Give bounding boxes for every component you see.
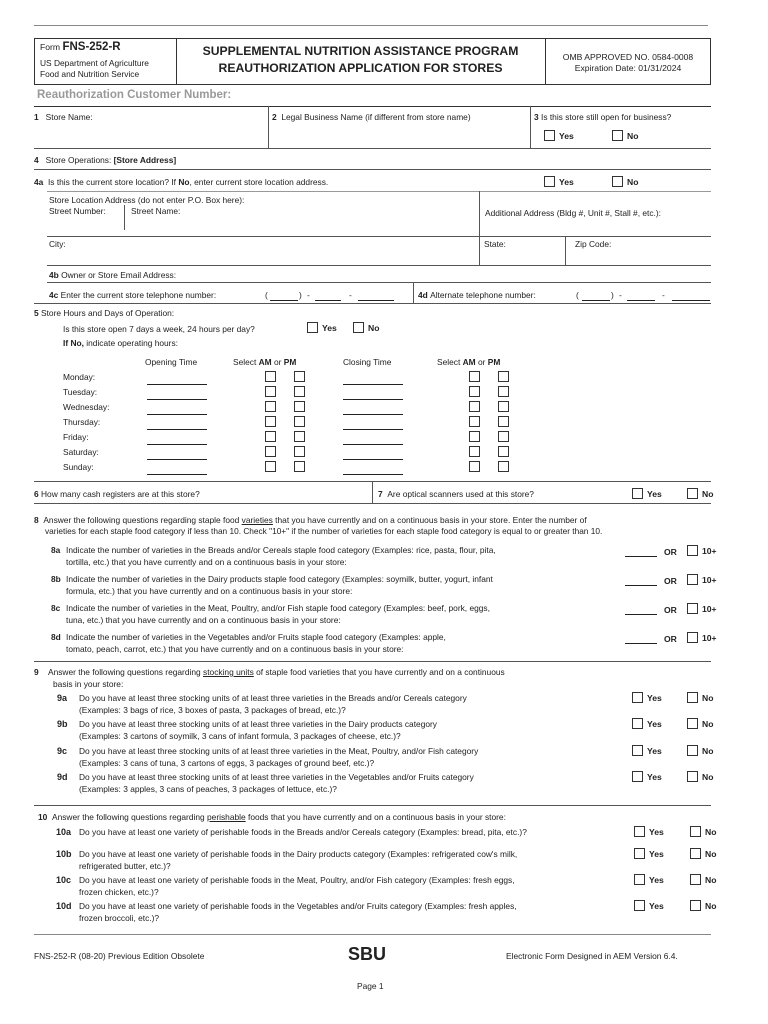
paren-close: ) [299, 290, 302, 300]
q8-item-number: 8a [51, 545, 61, 555]
pm-checkbox[interactable] [498, 461, 509, 472]
q8-item-text-2: tuna, etc.) that you have currently and on a continuous basis in your store: [66, 615, 341, 625]
day-label: Saturday: [63, 447, 99, 457]
paren-open: ( [576, 290, 579, 300]
select-am-pm-header-1: Select AM or PM [233, 357, 297, 367]
am-checkbox[interactable] [469, 386, 480, 397]
street-number-label: Street Number: [49, 206, 106, 216]
form-title-line-1: SUPPLEMENTAL NUTRITION ASSISTANCE PROGRAM [202, 44, 519, 58]
am-checkbox[interactable] [469, 446, 480, 457]
q10-item-number: 10d [56, 901, 72, 911]
q4c-label: 4c Enter the current store telephone number: [49, 290, 217, 300]
closing-time-input[interactable] [343, 474, 403, 475]
checkbox[interactable] [687, 745, 698, 756]
customer-number-label: Reauthorization Customer Number: [37, 89, 232, 101]
q10-intro: 10 Answer the following questions regarding perishable foods that you have currently and on a continuous basis in your store: [38, 812, 506, 822]
am-checkbox[interactable] [265, 371, 276, 382]
q9-item-text: Do you have at least three stocking units of at least three varieties in the Meat, Poultry, and/or Fish category [79, 746, 479, 756]
q10-no-label: No [705, 874, 717, 885]
q9-item-text: Do you have at least three stocking units of at least three varieties in the Vegetables and/or Fruits category [79, 772, 474, 782]
checkbox[interactable] [632, 745, 643, 756]
day-label: Tuesday: [63, 387, 98, 397]
street-name-label: Street Name: [131, 206, 181, 216]
q4a-label: 4a Is this the current store location? If No, enter current store location address. [34, 177, 329, 187]
q5-no[interactable]: No [353, 322, 379, 333]
pm-checkbox[interactable] [294, 371, 305, 382]
q8-intro-line-2: varieties for each staple food category if less than 10. Check "10+" if the number of varieties for each staple food category is equal to or greater than 10. [45, 526, 603, 536]
omb-number: OMB APPROVED NO. 0584-0008 [562, 52, 694, 62]
opening-time-header: Opening Time [145, 357, 198, 367]
checkbox[interactable] [632, 488, 643, 499]
checkbox[interactable] [687, 488, 698, 499]
store-phone-input[interactable] [265, 287, 395, 302]
q9-no-label: No [702, 718, 714, 729]
checkbox[interactable] [632, 718, 643, 729]
q10-yes[interactable] [634, 826, 664, 837]
city-label: City: [49, 239, 66, 249]
pm-checkbox[interactable] [498, 386, 509, 397]
q10-no-label: No [705, 900, 717, 911]
form-title-line-2: REAUTHORIZATION APPLICATION FOR STORES [218, 61, 503, 75]
or-label: OR [664, 576, 677, 586]
ten-plus-label: 10+ [702, 603, 717, 614]
pm-checkbox[interactable] [294, 386, 305, 397]
q10-no[interactable] [690, 900, 716, 911]
select-am-pm-header-2: Select AM or PM [437, 357, 501, 367]
q10-yes-label: Yes [649, 874, 664, 885]
checkbox[interactable] [307, 322, 318, 333]
q9-no[interactable] [687, 745, 713, 756]
variety-count-input[interactable] [625, 585, 657, 586]
q8-item-number: 8d [51, 632, 61, 642]
closing-time-input[interactable] [343, 384, 403, 385]
address-hint: Store Location Address (do not enter P.O. Box here): [49, 195, 245, 205]
pm-checkbox[interactable] [294, 446, 305, 457]
pm-checkbox[interactable] [294, 431, 305, 442]
dash: - [619, 290, 622, 300]
q9-yes[interactable] [632, 771, 662, 782]
q5-label: 5 Store Hours and Days of Operation: [34, 308, 175, 318]
q10-no-label: No [705, 826, 717, 837]
q10-no-label: No [705, 848, 717, 859]
opening-time-input[interactable] [147, 429, 207, 430]
checkbox[interactable] [690, 900, 701, 911]
q1-label: 1 Store Name: [34, 112, 93, 122]
am-checkbox[interactable] [469, 431, 480, 442]
q9-item-text-2: (Examples: 3 cans of tuna, 3 cartons of eggs, 3 packages of ground beef, etc.)? [79, 758, 375, 768]
am-checkbox[interactable] [469, 461, 480, 472]
q9-yes[interactable] [632, 745, 662, 756]
q9-item-text-2: (Examples: 3 cartons of soymilk, 3 cans of infant formula, 3 packages of cheese, etc.)? [79, 731, 401, 741]
pm-checkbox[interactable] [498, 401, 509, 412]
checkbox[interactable] [687, 632, 698, 643]
q10-no[interactable] [690, 874, 716, 885]
q9-yes-label: Yes [647, 718, 662, 729]
q8-item-text: Indicate the number of varieties in the Dairy products staple food category (Examples: soymilk, butter, yogurt, infant [66, 574, 493, 584]
alternate-phone-input[interactable] [576, 287, 710, 302]
pm-checkbox[interactable] [294, 461, 305, 472]
q6-label: 6 How many cash registers are at this store? [34, 489, 200, 499]
q8-item-text-2: formula, etc.) that you have currently and on a continuous basis in your store: [66, 586, 353, 596]
q10-item-text: Do you have at least one variety of perishable foods in the Meat, Poultry, and/or Fish category (Examples: fresh eggs, [79, 875, 515, 885]
q9-item-text-2: (Examples: 3 apples, 3 cans of peaches, 3 packages of lettuce, etc.)? [79, 784, 337, 794]
q9-item-number: 9b [57, 719, 68, 729]
checkbox[interactable] [632, 692, 643, 703]
q8-item-text: Indicate the number of varieties in the Meat, Poultry, and/or Fish staple food category (Examples: beef, pork, eggs, [66, 603, 490, 613]
am-checkbox[interactable] [265, 386, 276, 397]
q10-item-number: 10a [56, 827, 72, 837]
q4a-yes[interactable]: Yes [544, 176, 574, 187]
checkbox[interactable] [634, 848, 645, 859]
q10-yes[interactable] [634, 848, 664, 859]
checkbox[interactable] [353, 322, 364, 333]
checkbox[interactable] [544, 130, 555, 141]
q8-item-text: Indicate the number of varieties in the Breads and/or Cereals staple food category (Examples: rice, pasta, flour, pita, [66, 545, 496, 555]
closing-time-input[interactable] [343, 444, 403, 445]
q10-item-text-2: frozen chicken, etc.)? [79, 887, 159, 897]
dash: - [349, 290, 352, 300]
q10-yes-label: Yes [649, 900, 664, 911]
q9-item-number: 9d [57, 772, 68, 782]
pm-checkbox[interactable] [498, 431, 509, 442]
checkbox[interactable] [690, 826, 701, 837]
q2-label: 2 Legal Business Name (if different from store name) [272, 112, 471, 122]
q9-yes[interactable] [632, 692, 662, 703]
checkbox[interactable] [687, 574, 698, 585]
q7-label: 7 Are optical scanners used at this store? [378, 489, 534, 499]
department-line-1: US Department of Agriculture [40, 58, 149, 68]
closing-time-input[interactable] [343, 414, 403, 415]
checkbox[interactable] [690, 848, 701, 859]
checkbox[interactable] [634, 874, 645, 885]
q10-item-text-2: refrigerated butter, etc.)? [79, 861, 171, 871]
closing-time-input[interactable] [343, 399, 403, 400]
q9-item-text: Do you have at least three stocking units of at least three varieties in the Breads and/or Cereals category [79, 693, 467, 703]
day-label: Wednesday: [63, 402, 110, 412]
checkbox[interactable] [634, 826, 645, 837]
q8-intro: 8 Answer the following questions regarding staple food varieties that you have currently and on a continuous basis in your store. Enter the number of [34, 515, 587, 525]
checkbox[interactable] [544, 176, 555, 187]
store-name-input[interactable] [50, 124, 265, 144]
pm-checkbox[interactable] [294, 401, 305, 412]
or-label: OR [664, 634, 677, 644]
ten-plus-checkbox[interactable] [687, 545, 717, 556]
q5-question: Is this store open 7 days a week, 24 hours per day? [63, 324, 255, 334]
page-number: Page 1 [357, 981, 384, 991]
q4b-label: 4b Owner or Store Email Address: [49, 270, 177, 280]
q8-item-text-2: tomato, peach, carrot, etc.) that you have currently and on a continuous basis in your store: [66, 644, 404, 654]
q10-item-text: Do you have at least one variety of perishable foods in the Vegetables and/or Fruits category (Examples: fresh apples, [79, 901, 517, 911]
department-line-2: Food and Nutrition Service [40, 69, 140, 79]
q4-label: 4 Store Operations: [Store Address] [34, 155, 177, 165]
q8-item-number: 8c [51, 603, 61, 613]
footer-aem-version: Electronic Form Designed in AEM Version 6.4. [506, 951, 678, 961]
checkbox[interactable] [634, 900, 645, 911]
paren-close: ) [611, 290, 614, 300]
q9-yes-label: Yes [647, 771, 662, 782]
q5-yes[interactable]: Yes [307, 322, 337, 333]
q9-item-number: 9c [57, 746, 68, 756]
am-checkbox[interactable] [265, 416, 276, 427]
q10-no[interactable] [690, 826, 716, 837]
pm-checkbox[interactable] [294, 416, 305, 427]
legal-business-name-input[interactable] [272, 124, 527, 144]
q10-item-text-2: frozen broccoli, etc.)? [79, 913, 160, 923]
q9-yes[interactable] [632, 718, 662, 729]
day-label: Monday: [63, 372, 96, 382]
checkbox[interactable] [687, 771, 698, 782]
q10-yes[interactable] [634, 874, 664, 885]
q4a-no[interactable]: No [612, 176, 638, 187]
q3-no[interactable]: No [612, 130, 638, 141]
ten-plus-checkbox[interactable] [687, 632, 717, 643]
q10-yes-label: Yes [649, 826, 664, 837]
zip-label: Zip Code: [575, 239, 612, 249]
q9-no-label: No [702, 692, 714, 703]
q9-item-text: Do you have at least three stocking units of at least three varieties in the Dairy products category [79, 719, 437, 729]
opening-time-input[interactable] [147, 384, 207, 385]
checkbox[interactable] [690, 874, 701, 885]
q8-item-text: Indicate the number of varieties in the Vegetables and/or Fruits staple food category (Examples: apple, [66, 632, 446, 642]
checkbox[interactable] [687, 603, 698, 614]
q9-no[interactable] [687, 771, 713, 782]
variety-count-input[interactable] [625, 614, 657, 615]
checkbox[interactable] [632, 771, 643, 782]
q10-no[interactable] [690, 848, 716, 859]
additional-address-label: Additional Address (Bldg #, Unit #, Stall #, etc.): [485, 208, 661, 218]
q10-item-number: 10b [56, 849, 72, 859]
paren-open: ( [265, 290, 268, 300]
closing-time-input[interactable] [343, 459, 403, 460]
opening-time-input[interactable] [147, 414, 207, 415]
checkbox[interactable] [687, 545, 698, 556]
am-checkbox[interactable] [265, 431, 276, 442]
ten-plus-label: 10+ [702, 632, 717, 643]
form-number: Form FNS-252-R [40, 41, 121, 53]
day-label: Friday: [63, 432, 89, 442]
state-label: State: [484, 239, 506, 249]
pm-checkbox[interactable] [498, 416, 509, 427]
opening-time-input[interactable] [147, 459, 207, 460]
pm-checkbox[interactable] [498, 446, 509, 457]
q9-item-text-2: (Examples: 3 bags of rice, 3 boxes of pasta, 3 packages of bread, etc.)? [79, 705, 346, 715]
q10-yes[interactable] [634, 900, 664, 911]
closing-time-input[interactable] [343, 429, 403, 430]
q8-item-text-2: tortilla, etc.) that you have currently and on a continuous basis in your store: [66, 557, 347, 567]
q8-item-number: 8b [51, 574, 61, 584]
ten-plus-checkbox[interactable] [687, 603, 717, 614]
ten-plus-checkbox[interactable] [687, 574, 717, 585]
q9-yes-label: Yes [647, 692, 662, 703]
dash: - [662, 290, 665, 300]
q9-intro-line-2: basis in your store: [53, 679, 124, 689]
q9-item-number: 9a [57, 693, 68, 703]
q7-no[interactable]: No [687, 488, 713, 499]
q7-yes[interactable]: Yes [632, 488, 662, 499]
or-label: OR [664, 605, 677, 615]
q10-item-text: Do you have at least one variety of perishable foods in the Dairy products category (Examples: refrigerated cow's milk, [79, 849, 518, 859]
footer-sbu: SBU [348, 944, 387, 964]
day-label: Thursday: [63, 417, 101, 427]
q5-if-no: If No, indicate operating hours: [63, 338, 178, 348]
checkbox[interactable] [687, 692, 698, 703]
opening-time-input[interactable] [147, 474, 207, 475]
q10-item-number: 10c [56, 875, 72, 885]
am-checkbox[interactable] [469, 416, 480, 427]
closing-time-header: Closing Time [343, 357, 392, 367]
checkbox[interactable] [612, 176, 623, 187]
q9-intro: 9 Answer the following questions regarding stocking units of staple food varieties that you have currently and on a continuous [34, 667, 505, 677]
am-checkbox[interactable] [265, 461, 276, 472]
q3-label: 3 Is this store still open for business? [534, 112, 672, 122]
variety-count-input[interactable] [625, 556, 657, 557]
q3-yes[interactable]: Yes [544, 130, 574, 141]
expiration-date: Expiration Date: 01/31/2024 [574, 63, 682, 73]
checkbox[interactable] [612, 130, 623, 141]
am-checkbox[interactable] [469, 371, 480, 382]
q9-yes-label: Yes [647, 745, 662, 756]
q9-no-label: No [702, 745, 714, 756]
q4d-label: 4d Alternate telephone number: [418, 290, 536, 300]
ten-plus-label: 10+ [702, 545, 717, 556]
day-label: Sunday: [63, 462, 94, 472]
or-label: OR [664, 547, 677, 557]
q9-no[interactable] [687, 718, 713, 729]
dash: - [307, 290, 310, 300]
am-checkbox[interactable] [265, 401, 276, 412]
q10-item-text: Do you have at least one variety of perishable foods in the Breads and/or Cereals category (Examples: bread, pita, etc.)? [79, 827, 527, 837]
opening-time-input[interactable] [147, 444, 207, 445]
variety-count-input[interactable] [625, 643, 657, 644]
q10-yes-label: Yes [649, 848, 664, 859]
opening-time-input[interactable] [147, 399, 207, 400]
q9-no-label: No [702, 771, 714, 782]
ten-plus-label: 10+ [702, 574, 717, 585]
pm-checkbox[interactable] [498, 371, 509, 382]
q9-no[interactable] [687, 692, 713, 703]
checkbox[interactable] [687, 718, 698, 729]
am-checkbox[interactable] [265, 446, 276, 457]
footer-form-edition: FNS-252-R (08-20) Previous Edition Obsolete [34, 951, 205, 961]
am-checkbox[interactable] [469, 401, 480, 412]
